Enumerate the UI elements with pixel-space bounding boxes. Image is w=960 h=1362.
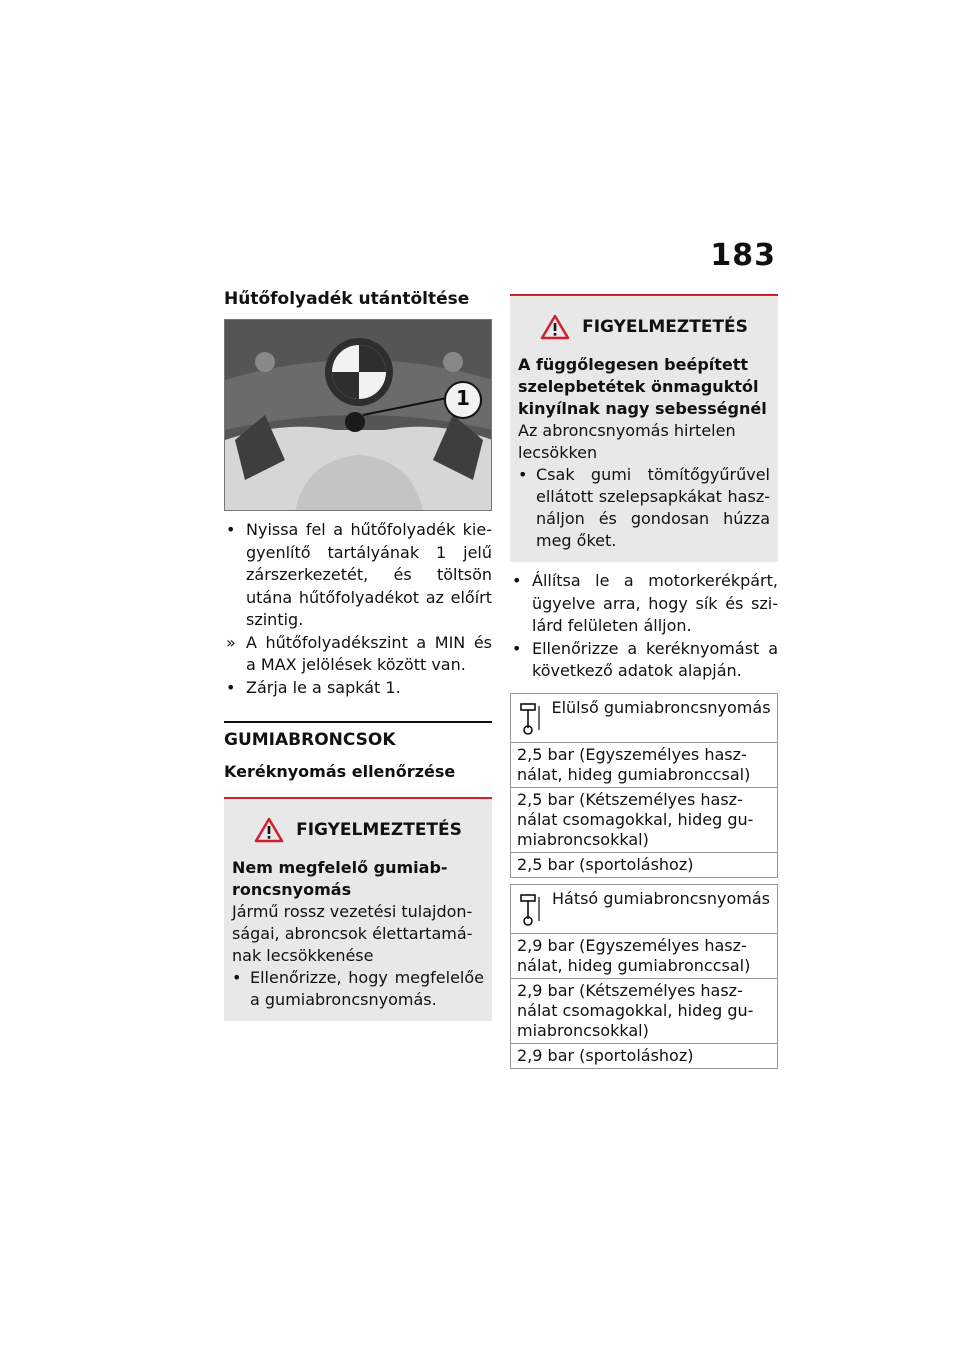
list-item: • Állítsa le a motorkerékpárt, ügyelve arra, hogy sík és szilárd felületen álljon. <box>512 571 778 635</box>
warning-label: FIGYELMEZTETÉS <box>296 820 462 840</box>
list-item: • Ellenőrizze, hogy megfelelőe a gumiabroncsnyomás. <box>232 968 484 1009</box>
warning-box-valve <box>510 294 778 562</box>
table-row: 2,5 bar (Egyszemélyes használat, hideg gumiabronccsal) <box>511 742 778 787</box>
warning-label: FIGYELMEZTETÉS <box>582 317 748 337</box>
list-item: • Csak gumi tömítőgyűrűvel ellátott szelepsapkákat használjon és gondosan húzza meg őket. <box>518 465 770 550</box>
warning-triangle-icon <box>540 314 570 340</box>
coolant-heading: Hűtőfolyadék utántöltése <box>224 289 470 309</box>
page-number: 183 <box>710 238 776 273</box>
photo-illustration <box>225 320 492 511</box>
list-item: • Ellenőrizze a keréknyomást a következő adatok alapján. <box>512 638 778 680</box>
table-row: 2,9 bar (Egyszemélyes használat, hideg gumiabronccsal) <box>511 933 778 978</box>
tyre-pressure-gauge-icon <box>517 702 543 736</box>
warning-title: Nem megfelelő gumiabroncsnyomás <box>232 858 448 899</box>
tyres-section-title: GUMIABRONCSOK <box>224 721 492 751</box>
list-item: • Nyissa fel a hűtőfolyadék kiegyenlítő tartályának 1 jelű zárszerkezetét, és töltsön utána hűtőfolyadékot az előírt szintig. <box>226 520 492 629</box>
table-row: 2,5 bar (Kétszemélyes használat csomagokkal, hideg gumiabroncsokkal) <box>511 787 778 852</box>
list-item: • Zárja le a sapkát 1. <box>226 677 401 697</box>
warning-text: Jármű rossz vezetési tulajdonságai, abroncsok élettartamának lecsökkenése <box>232 902 473 965</box>
table-row: 2,9 bar (sportoláshoz) <box>511 1043 778 1068</box>
coolant-reservoir-photo <box>224 319 492 511</box>
list-item: » A hűtőfolyadékszint a MIN és a MAX jelölések között van. <box>226 632 492 674</box>
front-pressure-header: Elülső gumiabroncsnyomás <box>551 697 771 717</box>
table-row: 2,5 bar (sportoláshoz) <box>511 852 778 877</box>
tyre-steps <box>510 570 778 683</box>
warning-title: A függőlegesen beépített szelepbetétek önmaguktól kinyílnak nagy sebességnél <box>518 355 767 418</box>
tyre-pressure-gauge-icon <box>517 893 543 927</box>
left-column <box>224 288 492 1021</box>
coolant-steps <box>224 519 492 699</box>
warning-box-pressure <box>224 797 492 1021</box>
callout-number: 1 <box>456 386 470 410</box>
rear-pressure-table <box>510 884 778 1069</box>
warning-text: Az abroncsnyomás hirtelen lecsökken <box>518 421 736 462</box>
front-pressure-table <box>510 693 778 878</box>
table-row: 2,9 bar (Kétszemélyes használat csomagokkal, hideg gumiabroncsokkal) <box>511 978 778 1043</box>
rear-pressure-header: Hátsó gumiabroncsnyomás <box>551 888 771 908</box>
warning-triangle-icon <box>254 817 284 843</box>
tyre-pressure-subtitle: Keréknyomás ellenőrzése <box>224 762 456 781</box>
right-column <box>510 288 778 1069</box>
